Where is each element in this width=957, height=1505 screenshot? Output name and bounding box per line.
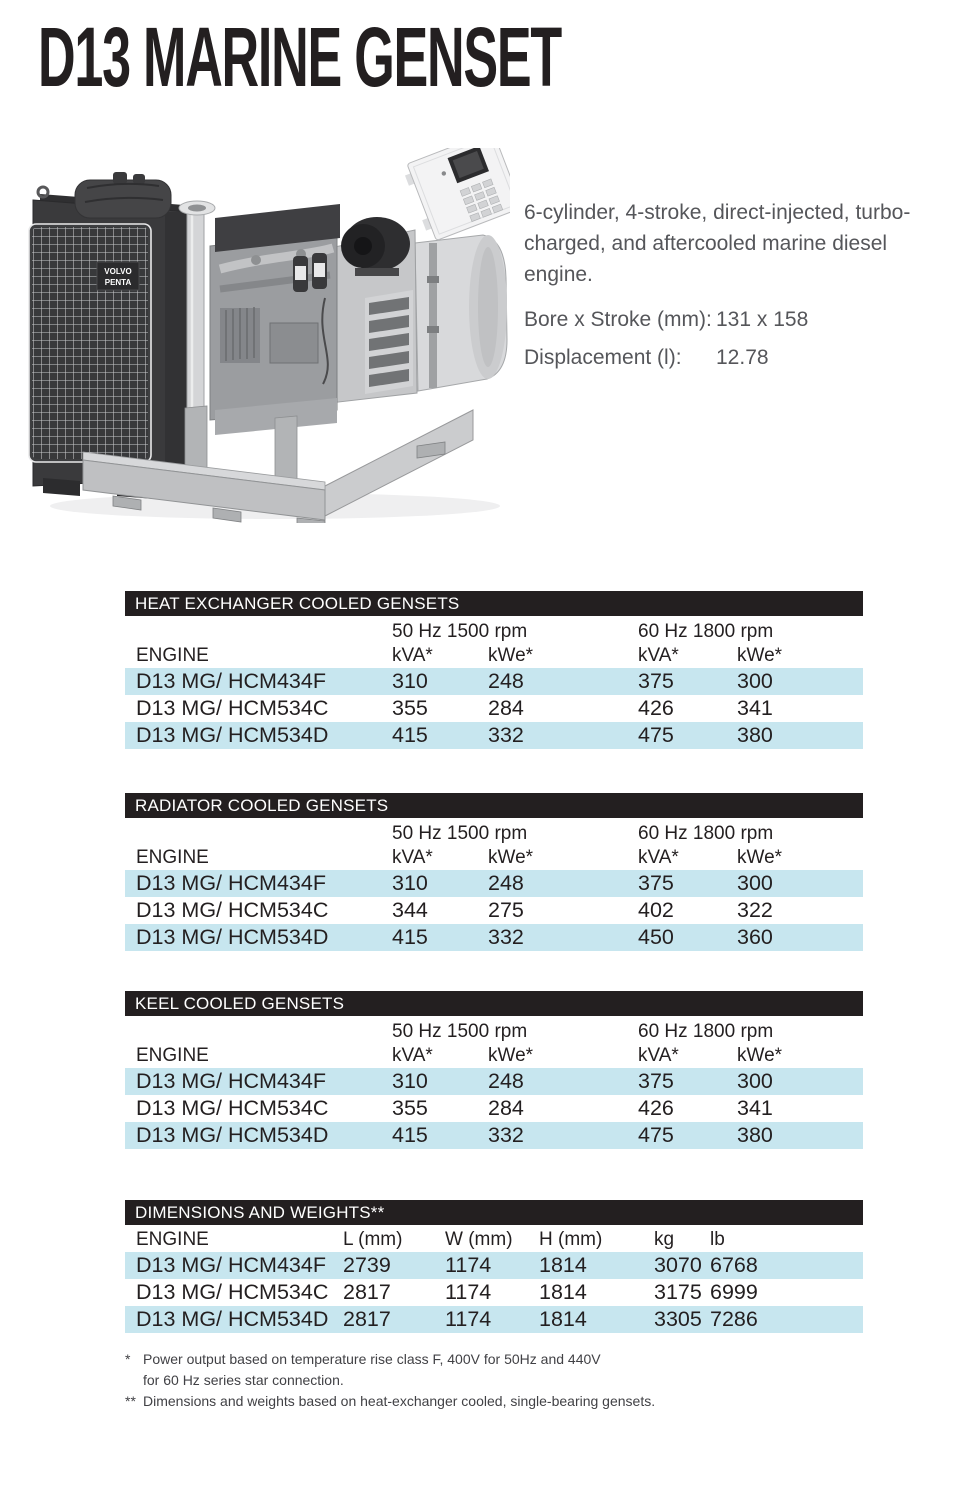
footnote-text-line: Power output based on temperature rise class F, 400V for 50Hz and 440V <box>143 1351 601 1367</box>
width-value: 1174 <box>445 1253 492 1277</box>
engine-name: D13 MG/ HCM534D <box>136 1307 329 1331</box>
kwe-50-value: 332 <box>488 925 524 949</box>
table-row <box>125 1095 863 1122</box>
kva-50-value: 355 <box>392 1096 428 1120</box>
table-keel-cooled <box>125 991 863 1149</box>
kwe-60-value: 380 <box>737 1123 773 1147</box>
table-row <box>125 1252 863 1279</box>
kwe-60-value: 322 <box>737 898 773 922</box>
freq-header-60hz: 60 Hz 1800 rpm <box>638 823 774 844</box>
kva-50-value: 415 <box>392 1123 428 1147</box>
kva-60-value: 402 <box>638 898 674 922</box>
spec-label: Displacement (l): <box>524 346 682 369</box>
kwe-60-value: 300 <box>737 1069 773 1093</box>
kva-60-value: 450 <box>638 925 674 949</box>
column-header-row <box>125 1228 863 1252</box>
kwe-60-value: 360 <box>737 925 773 949</box>
genset-illustration <box>25 148 510 523</box>
engine-name: D13 MG/ HCM434F <box>136 669 326 693</box>
table-heat-exchanger-cooled <box>125 591 863 749</box>
kwe-60-value: 380 <box>737 723 773 747</box>
engine-name: D13 MG/ HCM534C <box>136 1096 329 1120</box>
coolant-pipe <box>429 243 437 388</box>
kva-60-value: 426 <box>638 696 674 720</box>
table-row <box>125 1306 863 1333</box>
table-title-bar <box>125 591 863 616</box>
freq-header-50hz: 50 Hz 1500 rpm <box>392 823 528 844</box>
weight-kg-value: 3305 <box>654 1307 702 1331</box>
col-header-kva-60: kVA* <box>638 847 679 868</box>
col-header-engine: ENGINE <box>136 645 209 666</box>
col-header-kva-60: kVA* <box>638 1045 679 1066</box>
table-row <box>125 1122 863 1149</box>
col-header-engine: ENGINE <box>136 1229 209 1250</box>
footnote-marker: * <box>125 1351 131 1367</box>
kwe-50-value: 332 <box>488 723 524 747</box>
table-title: RADIATOR COOLED GENSETS <box>135 796 389 815</box>
kva-50-value: 310 <box>392 871 428 895</box>
engine-name: D13 MG/ HCM434F <box>136 1253 326 1277</box>
height-value: 1814 <box>539 1307 587 1331</box>
length-value: 2817 <box>343 1280 391 1304</box>
table-row <box>125 722 863 749</box>
kwe-50-value: 248 <box>488 669 524 693</box>
table-title-bar <box>125 793 863 818</box>
kva-60-value: 375 <box>638 871 674 895</box>
engine-name: D13 MG/ HCM534C <box>136 1280 329 1304</box>
engine-name: D13 MG/ HCM534C <box>136 696 329 720</box>
engine-name: D13 MG/ HCM534D <box>136 1123 329 1147</box>
length-value: 2817 <box>343 1307 391 1331</box>
height-value: 1814 <box>539 1280 587 1304</box>
col-header-width: W (mm) <box>445 1229 513 1250</box>
page-title: D13 MARINE GENSET <box>38 10 561 104</box>
table-title: DIMENSIONS AND WEIGHTS** <box>135 1203 385 1222</box>
kva-50-value: 355 <box>392 696 428 720</box>
spec-bore-stroke <box>524 307 928 332</box>
table-title: HEAT EXCHANGER COOLED GENSETS <box>135 594 460 613</box>
kwe-50-value: 248 <box>488 1069 524 1093</box>
engine-name: D13 MG/ HCM534D <box>136 723 329 747</box>
kva-50-value: 310 <box>392 1069 428 1093</box>
table-title-bar <box>125 1200 863 1225</box>
engine-name: D13 MG/ HCM534D <box>136 925 329 949</box>
control-panel <box>401 148 510 243</box>
kwe-60-value: 300 <box>737 871 773 895</box>
width-value: 1174 <box>445 1280 492 1304</box>
radiator-grille <box>29 187 197 499</box>
table-row <box>125 870 863 897</box>
spec-displacement <box>524 345 928 370</box>
kwe-50-value: 284 <box>488 696 524 720</box>
footnote-text-line: Dimensions and weights based on heat-exchanger cooled, single-bearing gensets. <box>143 1393 656 1409</box>
table-title-bar <box>125 991 863 1016</box>
col-header-height: H (mm) <box>539 1229 603 1250</box>
kwe-50-value: 275 <box>488 898 524 922</box>
height-value: 1814 <box>539 1253 587 1277</box>
spec-value: 131 x 158 <box>716 308 809 331</box>
col-header-lb: lb <box>710 1229 725 1250</box>
column-header-row <box>125 644 863 668</box>
engine-name: D13 MG/ HCM434F <box>136 1069 326 1093</box>
kva-60-value: 475 <box>638 723 674 747</box>
weight-lb-value: 7286 <box>710 1307 758 1331</box>
footnote-dimensions <box>125 1391 785 1412</box>
engine-summary <box>524 197 928 370</box>
kwe-50-value: 332 <box>488 1123 524 1147</box>
col-header-kwe-60: kWe* <box>737 847 783 868</box>
table-row <box>125 695 863 722</box>
frequency-header-row <box>125 822 863 846</box>
pipe-clamp <box>427 276 439 283</box>
table-dimensions-weights <box>125 1200 863 1333</box>
weight-lb-value: 6999 <box>710 1280 758 1304</box>
col-header-kwe-60: kWe* <box>737 1045 783 1066</box>
footnote-text-line: for 60 Hz series star connection. <box>143 1372 344 1388</box>
kva-50-value: 415 <box>392 723 428 747</box>
table-row <box>125 1068 863 1095</box>
kwe-60-value: 300 <box>737 669 773 693</box>
col-header-engine: ENGINE <box>136 847 209 868</box>
col-header-kva-50: kVA* <box>392 1045 433 1066</box>
length-value: 2739 <box>343 1253 391 1277</box>
footnote-power-output <box>125 1349 785 1391</box>
frequency-header-row <box>125 620 863 644</box>
footnote-marker: ** <box>125 1393 136 1409</box>
footnotes <box>125 1349 785 1412</box>
engine-block <box>210 204 340 435</box>
width-value: 1174 <box>445 1307 492 1331</box>
col-header-kwe-50: kWe* <box>488 645 534 666</box>
kwe-60-value: 341 <box>737 1096 773 1120</box>
kva-60-value: 375 <box>638 669 674 693</box>
spec-label: Bore x Stroke (mm): <box>524 308 712 331</box>
col-header-kg: kg <box>654 1229 675 1250</box>
kwe-50-value: 248 <box>488 871 524 895</box>
col-header-kwe-60: kWe* <box>737 645 783 666</box>
pipe-clamp <box>427 326 439 333</box>
column-header-row <box>125 846 863 870</box>
brand-label-line2: PENTA <box>104 278 132 287</box>
freq-header-60hz: 60 Hz 1800 rpm <box>638 621 774 642</box>
freq-header-50hz: 50 Hz 1500 rpm <box>392 621 528 642</box>
table-title: KEEL COOLED GENSETS <box>135 994 345 1013</box>
air-cleaner <box>75 172 171 218</box>
engine-name: D13 MG/ HCM434F <box>136 871 326 895</box>
col-header-engine: ENGINE <box>136 1045 209 1066</box>
col-header-kva-50: kVA* <box>392 847 433 868</box>
engine-name: D13 MG/ HCM534C <box>136 898 329 922</box>
weight-kg-value: 3070 <box>654 1253 702 1277</box>
freq-header-60hz: 60 Hz 1800 rpm <box>638 1021 774 1042</box>
kwe-50-value: 284 <box>488 1096 524 1120</box>
column-header-row <box>125 1044 863 1068</box>
frequency-header-row <box>125 1020 863 1044</box>
col-header-kva-50: kVA* <box>392 645 433 666</box>
spec-value: 12.78 <box>716 346 769 369</box>
weight-kg-value: 3175 <box>654 1280 702 1304</box>
weight-lb-value: 6768 <box>710 1253 758 1277</box>
col-header-kva-60: kVA* <box>638 645 679 666</box>
kva-50-value: 310 <box>392 669 428 693</box>
engine-description: 6-cylinder, 4-stroke, direct-injected, turbo-charged, and aftercooled marine diesel engine. <box>524 201 911 286</box>
table-row <box>125 924 863 951</box>
kva-60-value: 475 <box>638 1123 674 1147</box>
kwe-60-value: 341 <box>737 696 773 720</box>
kva-60-value: 375 <box>638 1069 674 1093</box>
col-header-kwe-50: kWe* <box>488 1045 534 1066</box>
table-row <box>125 668 863 695</box>
col-header-length: L (mm) <box>343 1229 403 1250</box>
kva-50-value: 415 <box>392 925 428 949</box>
kva-50-value: 344 <box>392 898 428 922</box>
freq-header-50hz: 50 Hz 1500 rpm <box>392 1021 528 1042</box>
brand-label-line1: VOLVO <box>104 267 132 276</box>
col-header-kwe-50: kWe* <box>488 847 534 868</box>
kva-60-value: 426 <box>638 1096 674 1120</box>
table-radiator-cooled <box>125 793 863 951</box>
table-row <box>125 1279 863 1306</box>
table-row <box>125 897 863 924</box>
